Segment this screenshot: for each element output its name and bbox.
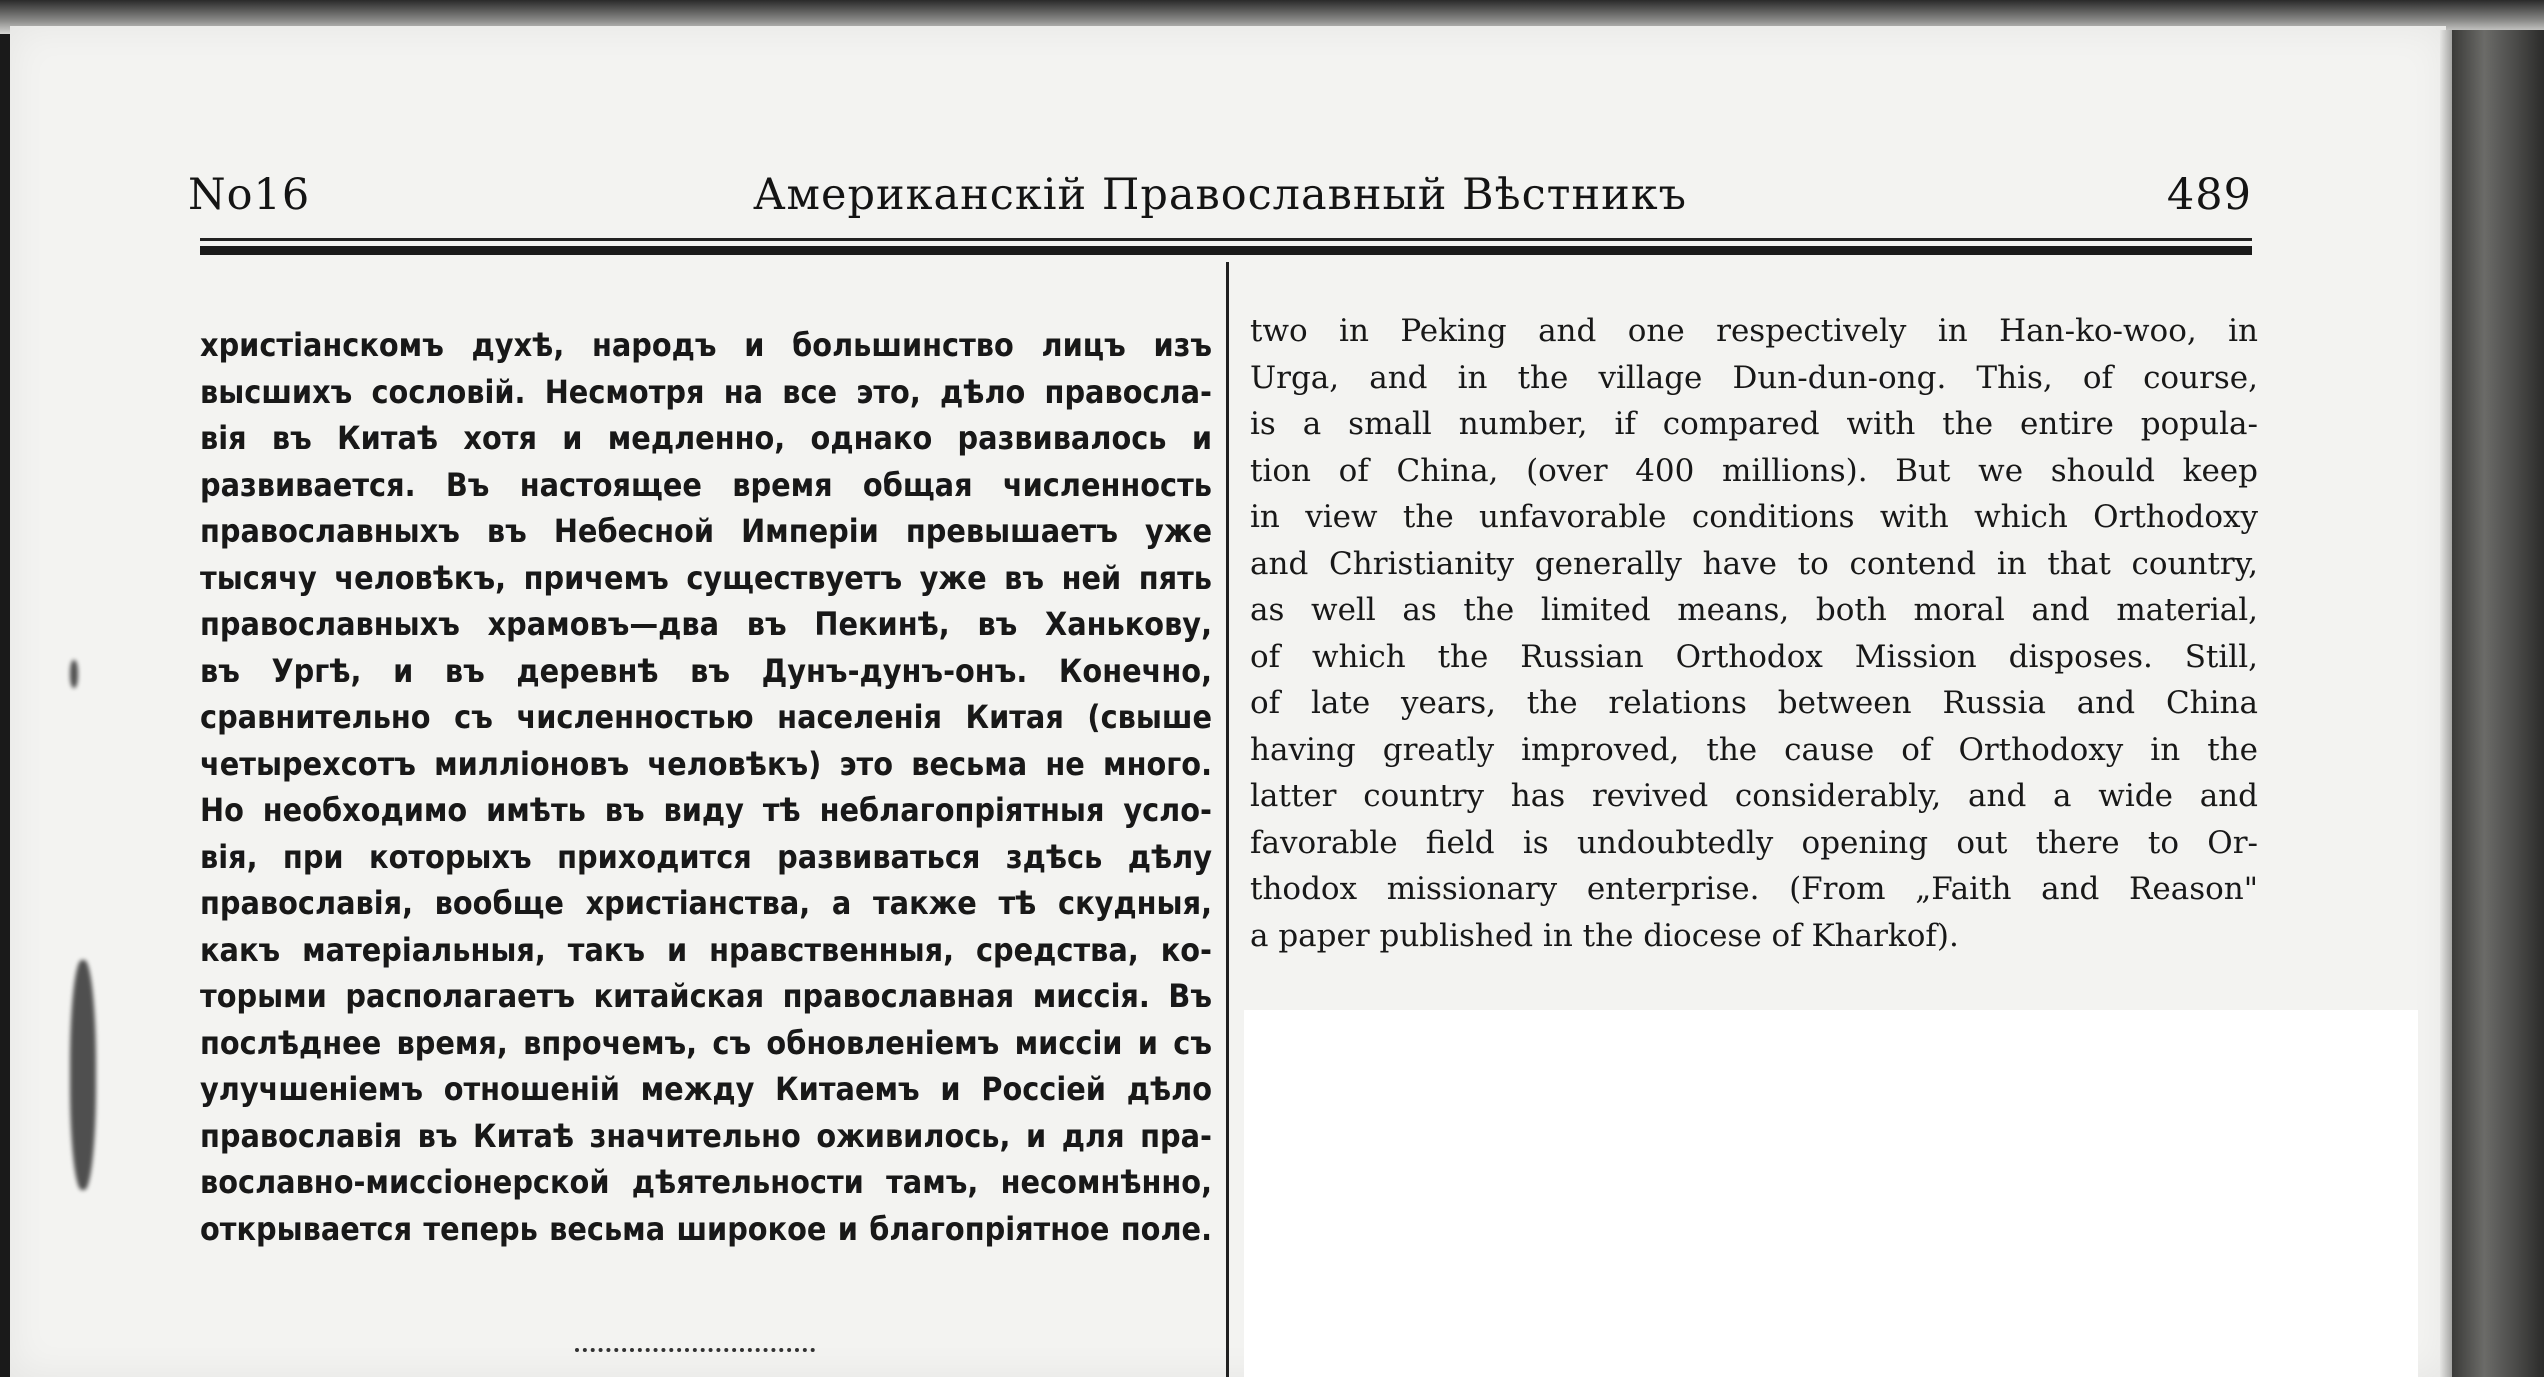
text-line: послѣднее время, впрочемъ, съ обновленіемъ миссіи и съ bbox=[200, 1023, 1212, 1062]
text-line: какъ матеріальныя, такъ и нравственныя, средства, ко- bbox=[200, 930, 1212, 969]
text-line: въ Ургѣ, и въ деревнѣ въ Дунъ-дунъ-онъ. Конечно, bbox=[200, 651, 1212, 690]
text-line: высшихъ сословій. Несмотря на все это, дѣло правосла- bbox=[200, 372, 1212, 411]
text-line: улучшеніемъ отношеній между Китаемъ и Россіей дѣло bbox=[200, 1070, 1212, 1108]
text-line: a paper published in the diocese of Kharkof). bbox=[1250, 917, 1959, 954]
text-line: thodox missionary enterprise. (From „Faith and Reason" bbox=[1250, 871, 2258, 907]
text-line: is a small number, if compared with the entire popula- bbox=[1250, 406, 2258, 442]
text-line: торыми располагаетъ китайская православная миссія. Въ bbox=[200, 977, 1212, 1015]
page-number: 489 bbox=[2166, 170, 2252, 220]
text-line: latter country has revived considerably, and a wide and bbox=[1250, 778, 2258, 814]
text-line: православія въ Китаѣ значительно оживилось, и для пра- bbox=[200, 1116, 1212, 1155]
blank-region bbox=[1244, 1010, 2418, 1377]
text-line: having greatly improved, the cause of Orthodoxy in the bbox=[1250, 731, 2258, 768]
text-line: вославно-миссіонерской дѣятельности тамъ, несомнѣнно, bbox=[200, 1163, 1212, 1201]
text-line: as well as the limited means, both moral and material, bbox=[1250, 592, 2258, 628]
column-divider bbox=[1226, 262, 1229, 1377]
text-line: and Christianity generally have to contend in that country, bbox=[1250, 545, 2258, 582]
text-line: православныхъ храмовъ—два въ Пекинѣ, въ Ханькову, bbox=[200, 605, 1212, 643]
text-line: of late years, the relations between Russia and China bbox=[1250, 685, 2258, 721]
text-line: христіанскомъ духѣ, народъ и большинство лицъ изъ bbox=[200, 326, 1212, 364]
text-line: in view the unfavorable conditions with which Orthodoxy bbox=[1250, 499, 2258, 535]
text-line: православія, вообще христіанства, а также тѣ скудныя, bbox=[200, 884, 1212, 922]
text-line: тысячу человѣкъ, причемъ существуетъ уже въ ней пять bbox=[200, 558, 1212, 597]
text-line: открывается теперь весьма широкое и благопріятное поле. bbox=[200, 1209, 1212, 1248]
text-line: of which the Russian Orthodox Mission disposes. Still, bbox=[1250, 638, 2258, 675]
text-line: tion of China, (over 400 millions). But we should keep bbox=[1250, 452, 2258, 489]
text-line: Но необходимо имѣть въ виду тѣ неблагопріятныя усло- bbox=[200, 791, 1212, 829]
text-line: вія въ Китаѣ хотя и медленно, однако развивалось и bbox=[200, 419, 1212, 457]
journal-title: Американскій Православный Вѣстникъ bbox=[752, 170, 1688, 220]
english-column bbox=[1250, 308, 2258, 959]
text-line: православныхъ въ Небесной Имперіи превышаетъ уже bbox=[200, 512, 1212, 550]
page-header bbox=[188, 170, 2252, 240]
russian-column bbox=[200, 322, 1212, 1252]
section-end-dotted-rule bbox=[575, 1348, 815, 1352]
text-line: четырехсотъ милліоновъ человѣкъ) это весьма не много. bbox=[200, 744, 1212, 783]
header-rule-thin bbox=[200, 238, 2252, 241]
text-line: two in Peking and one respectively in Han-ko-woo, in bbox=[1250, 313, 2258, 349]
margin-smudge bbox=[70, 960, 96, 1190]
text-line: сравнительно съ численностью населенія Китая (свыше bbox=[200, 698, 1212, 736]
text-line: вія, при которыхъ приходится развиваться здѣсь дѣлу bbox=[200, 837, 1212, 876]
text-line: развивается. Въ настоящее время общая численность bbox=[200, 465, 1212, 504]
text-line: Urga, and in the village Dun-dun-ong. This, of course, bbox=[1250, 359, 2258, 396]
issue-number: No16 bbox=[188, 170, 311, 220]
book-spine bbox=[2452, 30, 2544, 1377]
header-rule-thick bbox=[200, 246, 2252, 255]
text-line: favorable field is undoubtedly opening out there to Or- bbox=[1250, 824, 2258, 861]
margin-mark bbox=[70, 660, 78, 688]
